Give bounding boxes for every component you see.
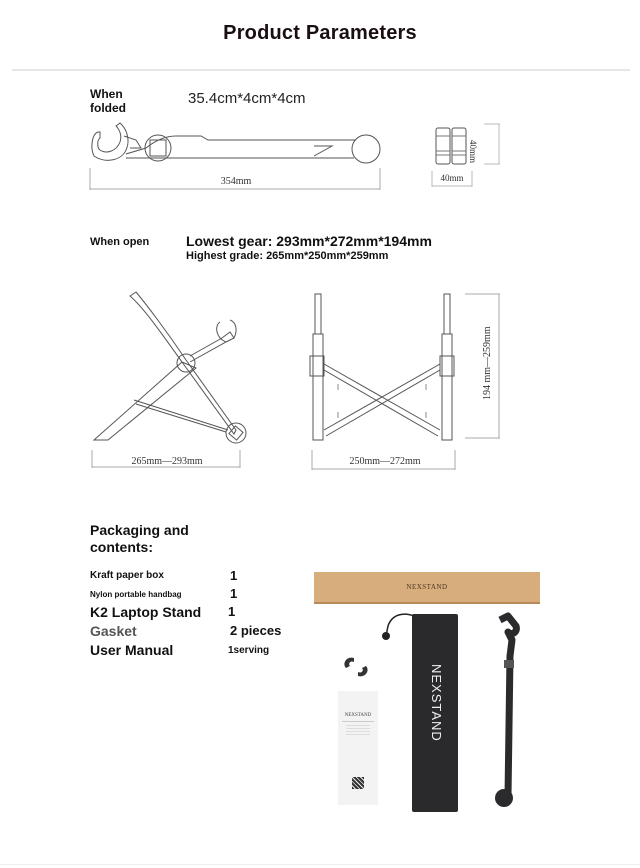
manual-brand: NEXSTAND [344, 713, 372, 718]
bag-drawstring [378, 612, 418, 646]
user-manual-image [338, 691, 378, 805]
manual-text-lines [346, 725, 370, 735]
item-name: K2 Laptop Stand [90, 604, 202, 620]
item-qty: 1 [230, 568, 238, 583]
item-name: User Manual [90, 642, 174, 658]
item-name: Kraft paper box [90, 570, 164, 581]
nylon-handbag-image [412, 614, 458, 812]
manual-divider [342, 721, 374, 722]
item-qty: 2 pieces [230, 623, 282, 638]
packaging-title-line2: contents: [90, 539, 153, 555]
gasket-image [340, 654, 372, 680]
open-highest-grade: Highest grade: 265mm*250mm*259mm [186, 250, 389, 262]
open-front-width-label: 250mm—272mm [349, 456, 421, 467]
folded-length-label: 354mm [220, 176, 252, 187]
open-front-view-diagram [310, 292, 500, 472]
laptop-stand-image [490, 616, 530, 812]
kraft-paper-box-image [314, 572, 540, 604]
item-qty: 1serving [228, 645, 270, 656]
bottom-divider [0, 864, 640, 865]
folded-width-label: 40mm [440, 173, 464, 183]
packaging-title [90, 522, 189, 556]
page-title: Product Parameters [223, 22, 417, 44]
item-qty: 1 [230, 586, 238, 601]
bag-brand: NEXSTAND [429, 664, 444, 742]
kraft-box-brand: NEXSTAND [406, 583, 448, 591]
open-side-width-label: 265mm—293mm [131, 456, 203, 467]
item-name: Gasket [90, 623, 137, 639]
manual-qr-code-icon [352, 777, 364, 789]
folded-label-line2: folded [90, 101, 126, 115]
open-height-label: 194 mm—259mm [482, 326, 493, 400]
open-label: When open [90, 236, 150, 248]
folded-label-line1: When [90, 87, 123, 101]
folded-height-label: 40mm [468, 140, 478, 164]
header-divider [12, 69, 630, 71]
folded-dimensions: 35.4cm*4cm*4cm [188, 90, 306, 107]
packaging-title-line1: Packaging and [90, 522, 189, 538]
open-side-view-diagram [86, 290, 256, 475]
folded-label [90, 87, 126, 115]
item-name: Nylon portable handbag [90, 590, 182, 599]
open-lowest-gear: Lowest gear: 293mm*272mm*194mm [186, 233, 432, 249]
item-qty: 1 [228, 604, 236, 619]
